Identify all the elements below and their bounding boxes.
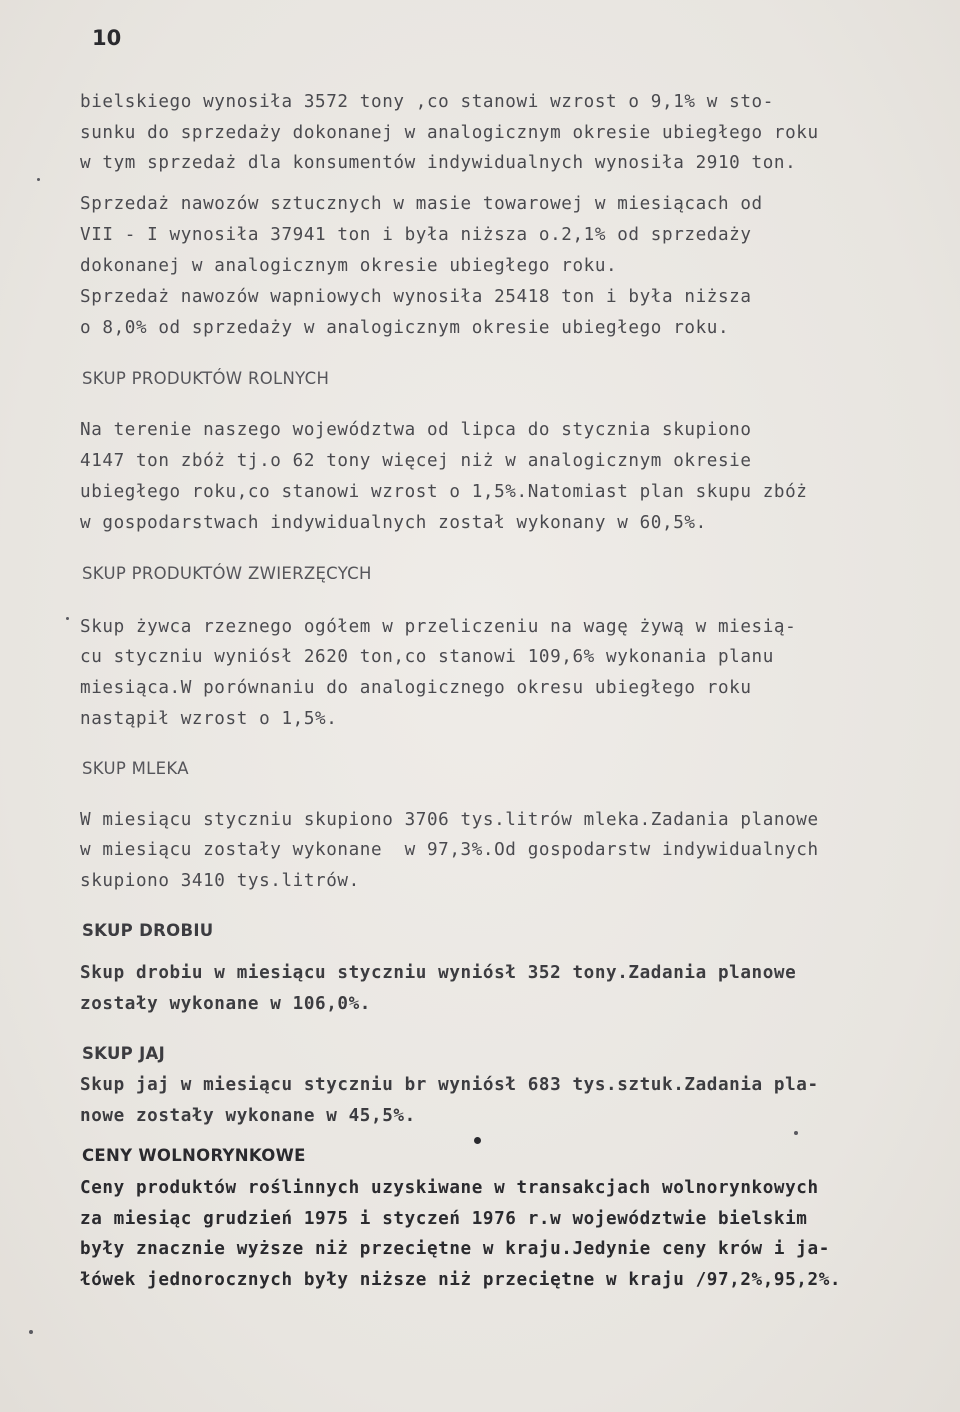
text-line: cu styczniu wyniósł 2620 ton,co stanowi 109,6% wykonania planu — [80, 647, 774, 667]
scan-speck — [66, 617, 69, 620]
text-line: Ceny produktów roślinnych uzyskiwane w transakcjach wolnorynkowych — [80, 1178, 819, 1198]
text-line: nowe zostały wykonane w 45,5%. — [80, 1106, 416, 1126]
text-line: łówek jednorocznych były niższe niż przeciętne w kraju /97,2%,95,2%. — [80, 1270, 842, 1290]
section-heading: SKUP PRODUKTÓW ZWIERZĘCYCH — [82, 564, 372, 583]
text-line: ubiegłego roku,co stanowi wzrost o 1,5%.Natomiast plan skupu zbóż — [80, 482, 808, 502]
scan-speck — [794, 1131, 798, 1135]
text-line: W miesiącu styczniu skupiono 3706 tys.litrów mleka.Zadania planowe — [80, 810, 819, 830]
section-heading: SKUP JAJ — [82, 1044, 166, 1063]
scan-speck — [29, 1330, 33, 1334]
text-line: sunku do sprzedaży dokonanej w analogicznym okresie ubiegłego roku — [80, 123, 819, 143]
text-line: w tym sprzedaż dla konsumentów indywidualnych wynosiła 2910 ton. — [80, 153, 797, 173]
text-line: za miesiąc grudzień 1975 i styczeń 1976 r.w województwie bielskim — [80, 1209, 808, 1229]
text-line: VII - I wynosiła 37941 ton i była niższa o.2,1% od sprzedaży — [80, 225, 752, 245]
text-line: o 8,0% od sprzedaży w analogicznym okresie ubiegłego roku. — [80, 318, 730, 338]
text-line: bielskiego wynosiła 3572 tony ,co stanowi wzrost o 9,1% w sto- — [80, 92, 774, 112]
text-line: miesiąca.W porównaniu do analogicznego okresu ubiegłego roku — [80, 678, 752, 698]
section-heading: SKUP DROBIU — [82, 921, 214, 940]
text-line: były znacznie wyższe niż przeciętne w kraju.Jedynie ceny krów i ja- — [80, 1239, 830, 1259]
section-heading: SKUP MLEKA — [82, 759, 189, 778]
text-line: w miesiącu zostały wykonane w 97,3%.Od gospodarstw indywidualnych — [80, 840, 819, 860]
text-line: Skup żywca rzeznego ogółem w przeliczeniu na wagę żywą w miesią- — [80, 617, 797, 637]
text-line: w gospodarstwach indywidualnych został wykonany w 60,5%. — [80, 513, 707, 533]
section-heading: CENY WOLNORYNKOWE — [82, 1146, 306, 1165]
text-line: Sprzedaż nawozów wapniowych wynosiła 25418 ton i była niższa — [80, 287, 752, 307]
scan-speck — [474, 1137, 481, 1144]
page-number: 10 — [92, 26, 122, 50]
text-line: zostały wykonane w 106,0%. — [80, 994, 372, 1014]
section-heading: SKUP PRODUKTÓW ROLNYCH — [82, 369, 330, 388]
text-line: Skup drobiu w miesiącu styczniu wyniósł 352 tony.Zadania planowe — [80, 963, 797, 983]
text-line: 4147 ton zbóż tj.o 62 tony więcej niż w analogicznym okresie — [80, 451, 752, 471]
text-line: nastąpił wzrost o 1,5%. — [80, 709, 338, 729]
text-line: Skup jaj w miesiącu styczniu br wyniósł 683 tys.sztuk.Zadania pla- — [80, 1075, 819, 1095]
text-line: skupiono 3410 tys.litrów. — [80, 871, 360, 891]
scan-speck — [37, 178, 40, 181]
text-line: Sprzedaż nawozów sztucznych w masie towarowej w miesiącach od — [80, 194, 763, 214]
text-line: dokonanej w analogicznym okresie ubiegłego roku. — [80, 256, 618, 276]
text-line: Na terenie naszego województwa od lipca do stycznia skupiono — [80, 420, 752, 440]
